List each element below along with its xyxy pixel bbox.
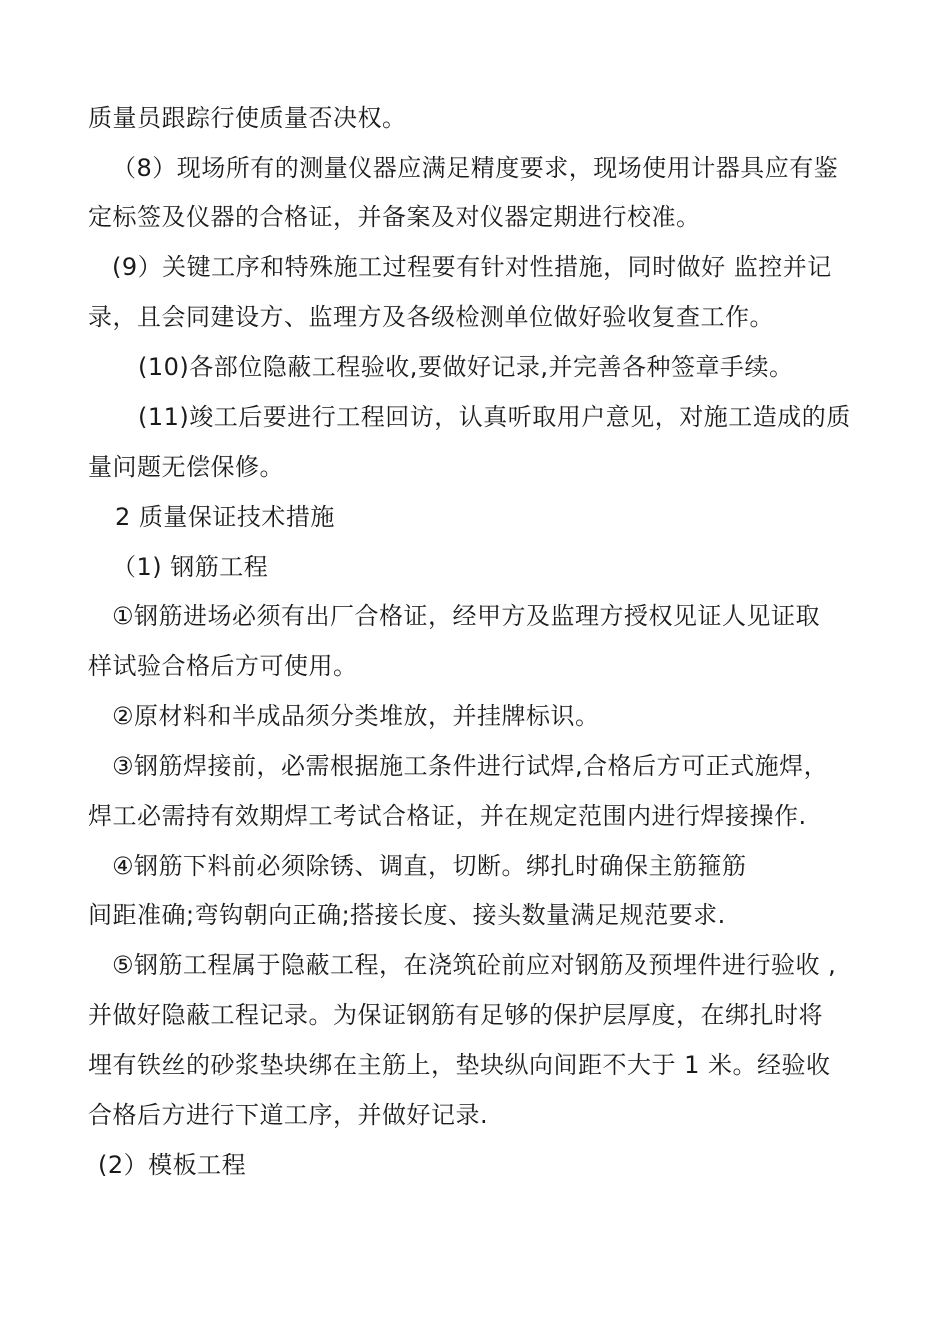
text-line: 间距准确;弯钩朝向正确;搭接长度、接头数量满足规范要求. — [88, 901, 726, 929]
text-line: ①钢筋进场必须有出厂合格证，经甲方及监理方授权见证人见证取 — [112, 602, 821, 630]
text-line: 合格后方进行下道工序，并做好记录. — [88, 1101, 489, 1129]
text-line: (9）关键工序和特殊施工过程要有针对性措施，同时做好 监控并记 — [112, 253, 832, 281]
text-line: (11)竣工后要进行工程回访，认真听取用户意见，对施工造成的质 — [138, 403, 851, 431]
text-line: ③钢筋焊接前，必需根据施工条件进行试焊,合格后方可正式施焊， — [112, 752, 829, 780]
text-line: (10)各部位隐蔽工程验收,要做好记录,并完善各种签章手续。 — [138, 353, 794, 381]
subsection-heading: （1) 钢筋工程 — [112, 553, 269, 581]
text-line: ④钢筋下料前必须除锈、调直，切断。绑扎时确保主筋箍筋 — [112, 852, 747, 880]
subsection-heading: (2）模板工程 — [98, 1151, 247, 1179]
text-line: 质量员跟踪行使质量否决权。 — [88, 104, 407, 132]
section-heading: 2 质量保证技术措施 — [115, 503, 335, 531]
text-line: 量问题无偿保修。 — [88, 453, 284, 481]
text-line: 录，且会同建设方、监理方及各级检测单位做好验收复查工作。 — [88, 303, 774, 331]
text-line: 定标签及仪器的合格证，并备案及对仪器定期进行校准。 — [88, 203, 701, 231]
text-line: ⑤钢筋工程属于隐蔽工程，在浇筑砼前应对钢筋及预埋件进行验收 , — [112, 951, 837, 979]
text-line: ②原材料和半成品须分类堆放，并挂牌标识。 — [112, 702, 600, 730]
text-line: 样试验合格后方可使用。 — [88, 652, 358, 680]
text-line: 焊工必需持有效期焊工考试合格证，并在规定范围内进行焊接操作. — [88, 802, 807, 830]
text-line: 埋有铁丝的砂浆垫块绑在主筋上，垫块纵向间距不大于 1 米。经验收 — [88, 1051, 831, 1079]
text-line: （8）现场所有的测量仪器应满足精度要求，现场使用计器具应有鉴 — [112, 154, 839, 182]
text-line: 并做好隐蔽工程记录。为保证钢筋有足够的保护层厚度，在绑扎时将 — [88, 1001, 823, 1029]
